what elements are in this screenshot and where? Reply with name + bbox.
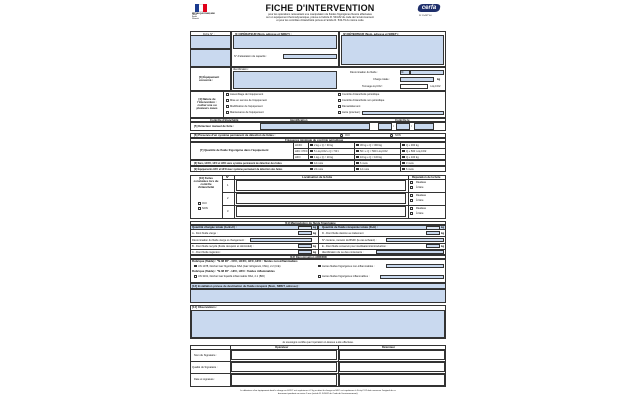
fluide-conserve-input[interactable] xyxy=(426,244,440,248)
fluide-input[interactable] xyxy=(400,70,410,75)
autres-non-inflammables-input[interactable] xyxy=(386,264,444,268)
footer-line-2: document pendant au moins 5 ans (article R. 543-82 du Code de l'environnement). xyxy=(277,393,359,395)
option-mise-en-service: Mise en service de l'équipement xyxy=(230,99,267,102)
logo-sub1: Liberté xyxy=(192,15,197,16)
fiche-blue-block xyxy=(190,49,231,67)
fuite-row-3-no: 3 xyxy=(227,210,229,213)
row-hcfc-c: Q ≥ 300 kg xyxy=(406,143,419,147)
checkbox-hfo-b[interactable] xyxy=(356,156,359,159)
form-title: FICHE D'INTERVENTION xyxy=(265,3,375,13)
destination-label: [13] Installation prévue de destination du fluide récupéré (Nom, SIRET, adresse) : xyxy=(192,283,300,288)
sig-nom-operateur-input[interactable] xyxy=(231,350,337,360)
tonnage-label: Tonnage éq.CO2 : xyxy=(362,85,384,88)
sig-qualite-operateur-input[interactable] xyxy=(231,362,337,372)
fluide-vierge-change-label: Dénomination du fluide vierge si changement : xyxy=(192,238,246,242)
charge-unit: kg xyxy=(437,77,441,81)
cerfa-logo xyxy=(416,4,442,17)
checkbox-fuites-non[interactable] xyxy=(198,207,201,210)
subtitle-line-2: sur un équipement thermodynamique, prévue à l'article R. 543-82 du code de l'environnement xyxy=(266,16,374,19)
denomination-label: Dénomination du fluide : xyxy=(350,71,378,74)
checkbox-hfc-a[interactable] xyxy=(310,150,313,153)
cerfa-text: cerfa xyxy=(421,4,437,11)
checkbox-maintenance[interactable] xyxy=(226,111,229,114)
fuites-oui: OUI xyxy=(202,202,207,205)
detecteur-label: [5] Détecteur manuel de fuite : xyxy=(194,124,235,128)
localisation-input-1[interactable] xyxy=(236,180,406,191)
option-controle-non-periodique: Contrôle d'étanchéité non périodique xyxy=(342,99,385,102)
checkbox-rep3-realisee[interactable] xyxy=(410,207,413,210)
checkbox-mise-en-service[interactable] xyxy=(226,99,229,102)
sig-nom-label: Nom du Signataire : xyxy=(194,354,217,357)
observations-input[interactable] xyxy=(191,310,445,338)
sig-qualite-label: Qualité du Signataire : xyxy=(192,366,218,369)
adr-opt-1b: Autres fluides frigorigènes non-inflammables : xyxy=(322,264,375,268)
adr-title: [12] Dénomination ADR/RID xyxy=(290,254,327,259)
sig-date-label: Date et signature : xyxy=(194,378,216,381)
presence-label: [6] Présence d'un système permanent de détection de fuites : xyxy=(194,133,276,137)
checkbox-rep1-afaire[interactable] xyxy=(410,186,413,189)
equipement-label: [3] Équipement concerné : xyxy=(199,75,220,83)
fluide-vierge-input[interactable] xyxy=(298,231,312,235)
rep1-realisee: Réalisée xyxy=(416,181,427,184)
checkbox-hfo-a[interactable] xyxy=(310,156,313,159)
tonnage-input[interactable] xyxy=(400,84,428,89)
fluide-recycle-unit: kg xyxy=(313,243,317,248)
operateur-label: [1] OPÉRATEUR (Nom, adresse et SIRET) : xyxy=(235,31,292,36)
row-hcfc-a: 2 kg ≤ Q < 30 kg xyxy=(314,143,334,147)
row-hfc-c: Q ≥ 500 t éq.CO2 xyxy=(406,149,427,153)
row-hfo-b: 10 kg ≤ Q < 100 kg xyxy=(360,155,382,159)
fluide-vierge-change-input[interactable] xyxy=(250,238,312,242)
detecteur-input[interactable] xyxy=(260,123,370,130)
row-hfo-c: Q ≥ 100 kg xyxy=(406,155,419,159)
row-hfc-fluide: HFC / PFC xyxy=(295,149,308,153)
charge-total-unit: kg xyxy=(313,225,317,229)
rep2-afaire: À faire xyxy=(416,199,424,202)
republique-logo xyxy=(192,4,215,20)
attestation-input[interactable] xyxy=(283,54,337,59)
adr-opt-1a: UN 1078, Déchet Gaz frigorifique NSA (Gaz réfrigérant, NSA), 2.2 (C/E) xyxy=(198,264,281,268)
sig-col-detenteur: Détenteur xyxy=(382,344,396,349)
fluide-conserve-label: E - Dont fluide conservé pour réutilisation/réintroduction : xyxy=(322,244,388,248)
presence-non: NON xyxy=(395,134,401,137)
col-reparation: Réparation de la fuite xyxy=(412,174,441,179)
controle-header: Contrôle d'étanchéité xyxy=(210,117,239,122)
checkbox-fuites-oui[interactable] xyxy=(198,202,201,205)
intervention-form-page xyxy=(190,0,450,400)
fuite-row-1-no: 1 xyxy=(227,184,229,187)
col-no: N° xyxy=(226,174,230,179)
adr-rubrique-2: Rubrique (fluide) : "N.08 IN" - HFC, HFO : fluides inflammables xyxy=(192,269,275,273)
option-modification: Modification de l'équipement xyxy=(230,105,263,108)
fiche-number-label: Fiche N° : xyxy=(203,32,215,36)
row-hfc-b: 50 t ≤ Q < 500 t éq.CO2 xyxy=(360,149,388,153)
rep3-afaire: À faire xyxy=(416,212,424,215)
adr-opt-2b: Autres fluides frigorigènes inflammables : xyxy=(322,275,370,278)
subtitle-line-1: pour les opérations nécessitant une manipulation de fluides frigorigènes fluorés effectuées xyxy=(268,13,372,16)
sans-detect-label: [8] Sans, HCFC, HFC et HFO sans système permanent de détection des fuites xyxy=(194,161,282,165)
fuites-label: [10] Fuites constatées lors du contrôle d'étanchéité xyxy=(193,176,219,190)
identification-input[interactable] xyxy=(233,71,337,89)
sig-date-detenteur-input[interactable] xyxy=(339,374,445,386)
option-demantelement: Démantèlement xyxy=(342,105,361,108)
subtitle-line-3: et pour les contrôles d'étanchéité prévus à l'article R. 543-79 du même code xyxy=(276,19,364,22)
period-avec-b: 12 mois xyxy=(360,167,370,171)
checkbox-avec-c[interactable] xyxy=(402,168,405,171)
nature-label: [4] Nature de l'intervention : cocher une ou plusieurs cases xyxy=(196,97,218,111)
avec-detect-label: [9] Équipements HFC et HFO avec système permanent de détection des fuites xyxy=(194,167,283,171)
checkbox-sans-a[interactable] xyxy=(310,162,313,165)
checkbox-demantelement[interactable] xyxy=(338,105,341,108)
col-localisation: Localisation de la fuite xyxy=(302,174,333,179)
frequence-label: Fréquence minimale du contrôle périodique xyxy=(285,137,344,142)
period-sans-a: 12 mois xyxy=(314,161,324,165)
bsff-label: N° contenu, numéro du BSFF (le cas échéant) : xyxy=(322,238,377,242)
adr-rubrique-1: Rubrique (fluide) : "N.08 IN" - CFC, HCFC, HFC, HFO : fluides non-inflammables xyxy=(192,259,298,263)
checkbox-hfc-b[interactable] xyxy=(356,150,359,153)
detenteur-label: [2] DÉTENTEUR (Nom, adresse et SIRET) : xyxy=(343,31,400,36)
row-hcfc-fluide: HCFC xyxy=(295,143,303,147)
radio-presence-non[interactable] xyxy=(390,134,393,137)
radio-presence-oui[interactable] xyxy=(340,134,343,137)
controle-le-header: Contrôle le xyxy=(395,117,410,122)
checkbox-modification[interactable] xyxy=(226,105,229,108)
contenants-label: Identification du ou des contenants : xyxy=(322,250,364,254)
checkbox-controle-non-periodique[interactable] xyxy=(338,99,341,102)
certifie-text: Je soussigné certifie que l'opération ci-dessus a été effectuée. xyxy=(282,341,354,344)
row-hfc-a: 5 t éq.CO2 ≤ Q < 50 t xyxy=(314,149,339,153)
date-day-input[interactable] xyxy=(378,123,392,130)
charge-total-label: Quantité chargée totale (A+B+C) : xyxy=(192,225,237,229)
fluide-conserve-unit: kg xyxy=(441,243,445,248)
checkbox-avec-b[interactable] xyxy=(356,168,359,171)
option-controle-periodique: Contrôle d'étanchéité périodique xyxy=(342,93,380,96)
equipement-cell xyxy=(190,67,231,91)
fluide-vierge-unit: kg xyxy=(313,230,317,235)
autre-input[interactable] xyxy=(362,111,444,115)
autres-inflammables-input[interactable] xyxy=(380,275,444,279)
option-maintenance: Maintenance de l'équipement xyxy=(230,111,264,114)
sig-col-operateur: Opérateur xyxy=(275,344,289,349)
logo-sub2: Égalité xyxy=(192,16,197,18)
period-sans-b: 6 mois xyxy=(360,161,368,165)
period-avec-c: 6 mois xyxy=(406,167,414,171)
recup-total-unit: kg xyxy=(441,225,445,229)
logo-sub3: Fraternité xyxy=(192,18,199,20)
fluide-traitement-unit: kg xyxy=(441,230,445,235)
row-hfo-fluide: HFO xyxy=(295,155,301,159)
checkbox-rep2-afaire[interactable] xyxy=(410,199,413,202)
rep1-afaire: À faire xyxy=(416,186,424,189)
recup-total-label: Quantité de fluide récupérée totale (D+E) : xyxy=(322,225,378,229)
checkbox-hcfc-c[interactable] xyxy=(402,144,405,147)
row-hfo-a: 1 kg ≤ Q < 10 kg xyxy=(314,155,334,159)
date-sep-2: / xyxy=(411,125,412,128)
sig-qualite-detenteur-input[interactable] xyxy=(339,362,445,372)
date-sep-1: / xyxy=(393,125,394,128)
checkbox-controle-periodique[interactable] xyxy=(338,93,341,96)
period-sans-c: 3 mois xyxy=(406,161,414,165)
checkbox-un3161[interactable] xyxy=(194,275,197,278)
checkbox-autre[interactable] xyxy=(338,111,341,114)
date-month-input[interactable] xyxy=(396,123,410,130)
date-year-input[interactable] xyxy=(414,123,434,130)
observations-label: [14] Observations : xyxy=(192,305,218,309)
period-avec-a: 24 mois xyxy=(314,167,324,171)
rep3-realisee: Réalisée xyxy=(416,207,427,210)
sig-nom-detenteur-input[interactable] xyxy=(339,350,445,360)
fluide-vierge-label: A - Dont fluide vierge : xyxy=(192,231,218,235)
presence-oui: OUI xyxy=(345,134,350,137)
bsff-input[interactable] xyxy=(386,238,444,242)
sig-date-operateur-input[interactable] xyxy=(231,374,337,386)
checkbox-hcfc-a[interactable] xyxy=(310,144,313,147)
attestation-label: N° d'attestation de capacité : xyxy=(234,55,267,58)
checkbox-autres-inflammables[interactable] xyxy=(318,275,321,278)
charge-totale-input[interactable] xyxy=(400,77,434,82)
fluide-value: R- xyxy=(401,71,405,74)
row-hcfc-b: 30 kg ≤ Q < 300 kg xyxy=(360,143,382,147)
checkbox-rep2-realisee[interactable] xyxy=(410,194,413,197)
checkbox-assemblage[interactable] xyxy=(226,93,229,96)
fluide-extra-input[interactable] xyxy=(410,70,444,75)
quantite-label: [7] Quantité de fluide frigorigène dans l'équipement xyxy=(200,148,269,152)
fluide-traitement-label: D - Dont fluide destiné au traitement xyxy=(322,231,364,235)
tonnage-unit: t éq.CO2 xyxy=(430,85,441,88)
logo-text: RÉPUBLIQUE FRANÇAISE xyxy=(192,13,215,15)
identification-header: Identification xyxy=(290,117,308,122)
contenants-input[interactable] xyxy=(376,250,444,254)
charge-total-input[interactable] xyxy=(298,226,312,230)
fuite-row-2-no: 2 xyxy=(227,197,229,200)
destination-input[interactable] xyxy=(190,289,446,303)
checkbox-hcfc-b[interactable] xyxy=(356,144,359,147)
fluide-recycle-label: B - Dont fluide recyclé (fluide récupéré et réintroduit) : xyxy=(192,244,254,248)
checkbox-hfo-c[interactable] xyxy=(402,156,405,159)
checkbox-hfc-c[interactable] xyxy=(402,150,405,153)
checkbox-rep3-afaire[interactable] xyxy=(410,212,413,215)
checkbox-avec-a[interactable] xyxy=(310,168,313,171)
adr-opt-2a: UN 3161, Déchet Gaz liquéfié inflammable NSA, 2.1 (B/D) xyxy=(198,275,265,278)
checkbox-rep1-realisee[interactable] xyxy=(410,181,413,184)
marianne-flag-icon xyxy=(195,4,207,12)
fluide-regenere-unit: kg xyxy=(313,249,317,254)
fluide-traitement-input[interactable] xyxy=(426,231,440,235)
cerfa-number: N° 15497*04 xyxy=(419,15,432,17)
fluide-recycle-input[interactable] xyxy=(298,244,312,248)
checkbox-sans-b[interactable] xyxy=(356,162,359,165)
checkbox-autres-non-inflammables[interactable] xyxy=(318,265,321,268)
manipulation-title: [11] Manipulation du fluide frigorigène xyxy=(285,220,336,225)
checkbox-sans-c[interactable] xyxy=(402,162,405,165)
option-assemblage: Assemblage de l'équipement xyxy=(230,93,264,96)
localisation-input-2[interactable] xyxy=(236,193,406,204)
charge-totale-label: Charge totale : xyxy=(373,78,391,81)
footer-line-1: Le détenteur d'un équipement dont la charge en HCFC est supérieure à 2 kg ou dont la charge en HFC est supérieure à 5t éq.CO2 doit conserver l'original de ce xyxy=(240,390,396,392)
fuites-non: NON xyxy=(202,207,208,210)
rep2-realisee: Réalisée xyxy=(416,194,427,197)
localisation-input-3[interactable] xyxy=(236,206,406,217)
option-autre: Autre (préciser) : xyxy=(342,111,362,114)
identification-label: Identification : xyxy=(233,68,250,71)
recup-total-input[interactable] xyxy=(426,226,440,230)
checkbox-un1078[interactable] xyxy=(194,265,197,268)
fluide-regenere-label: C - Dont fluide régénéré : xyxy=(192,250,222,254)
fluide-regenere-input[interactable] xyxy=(298,250,312,254)
